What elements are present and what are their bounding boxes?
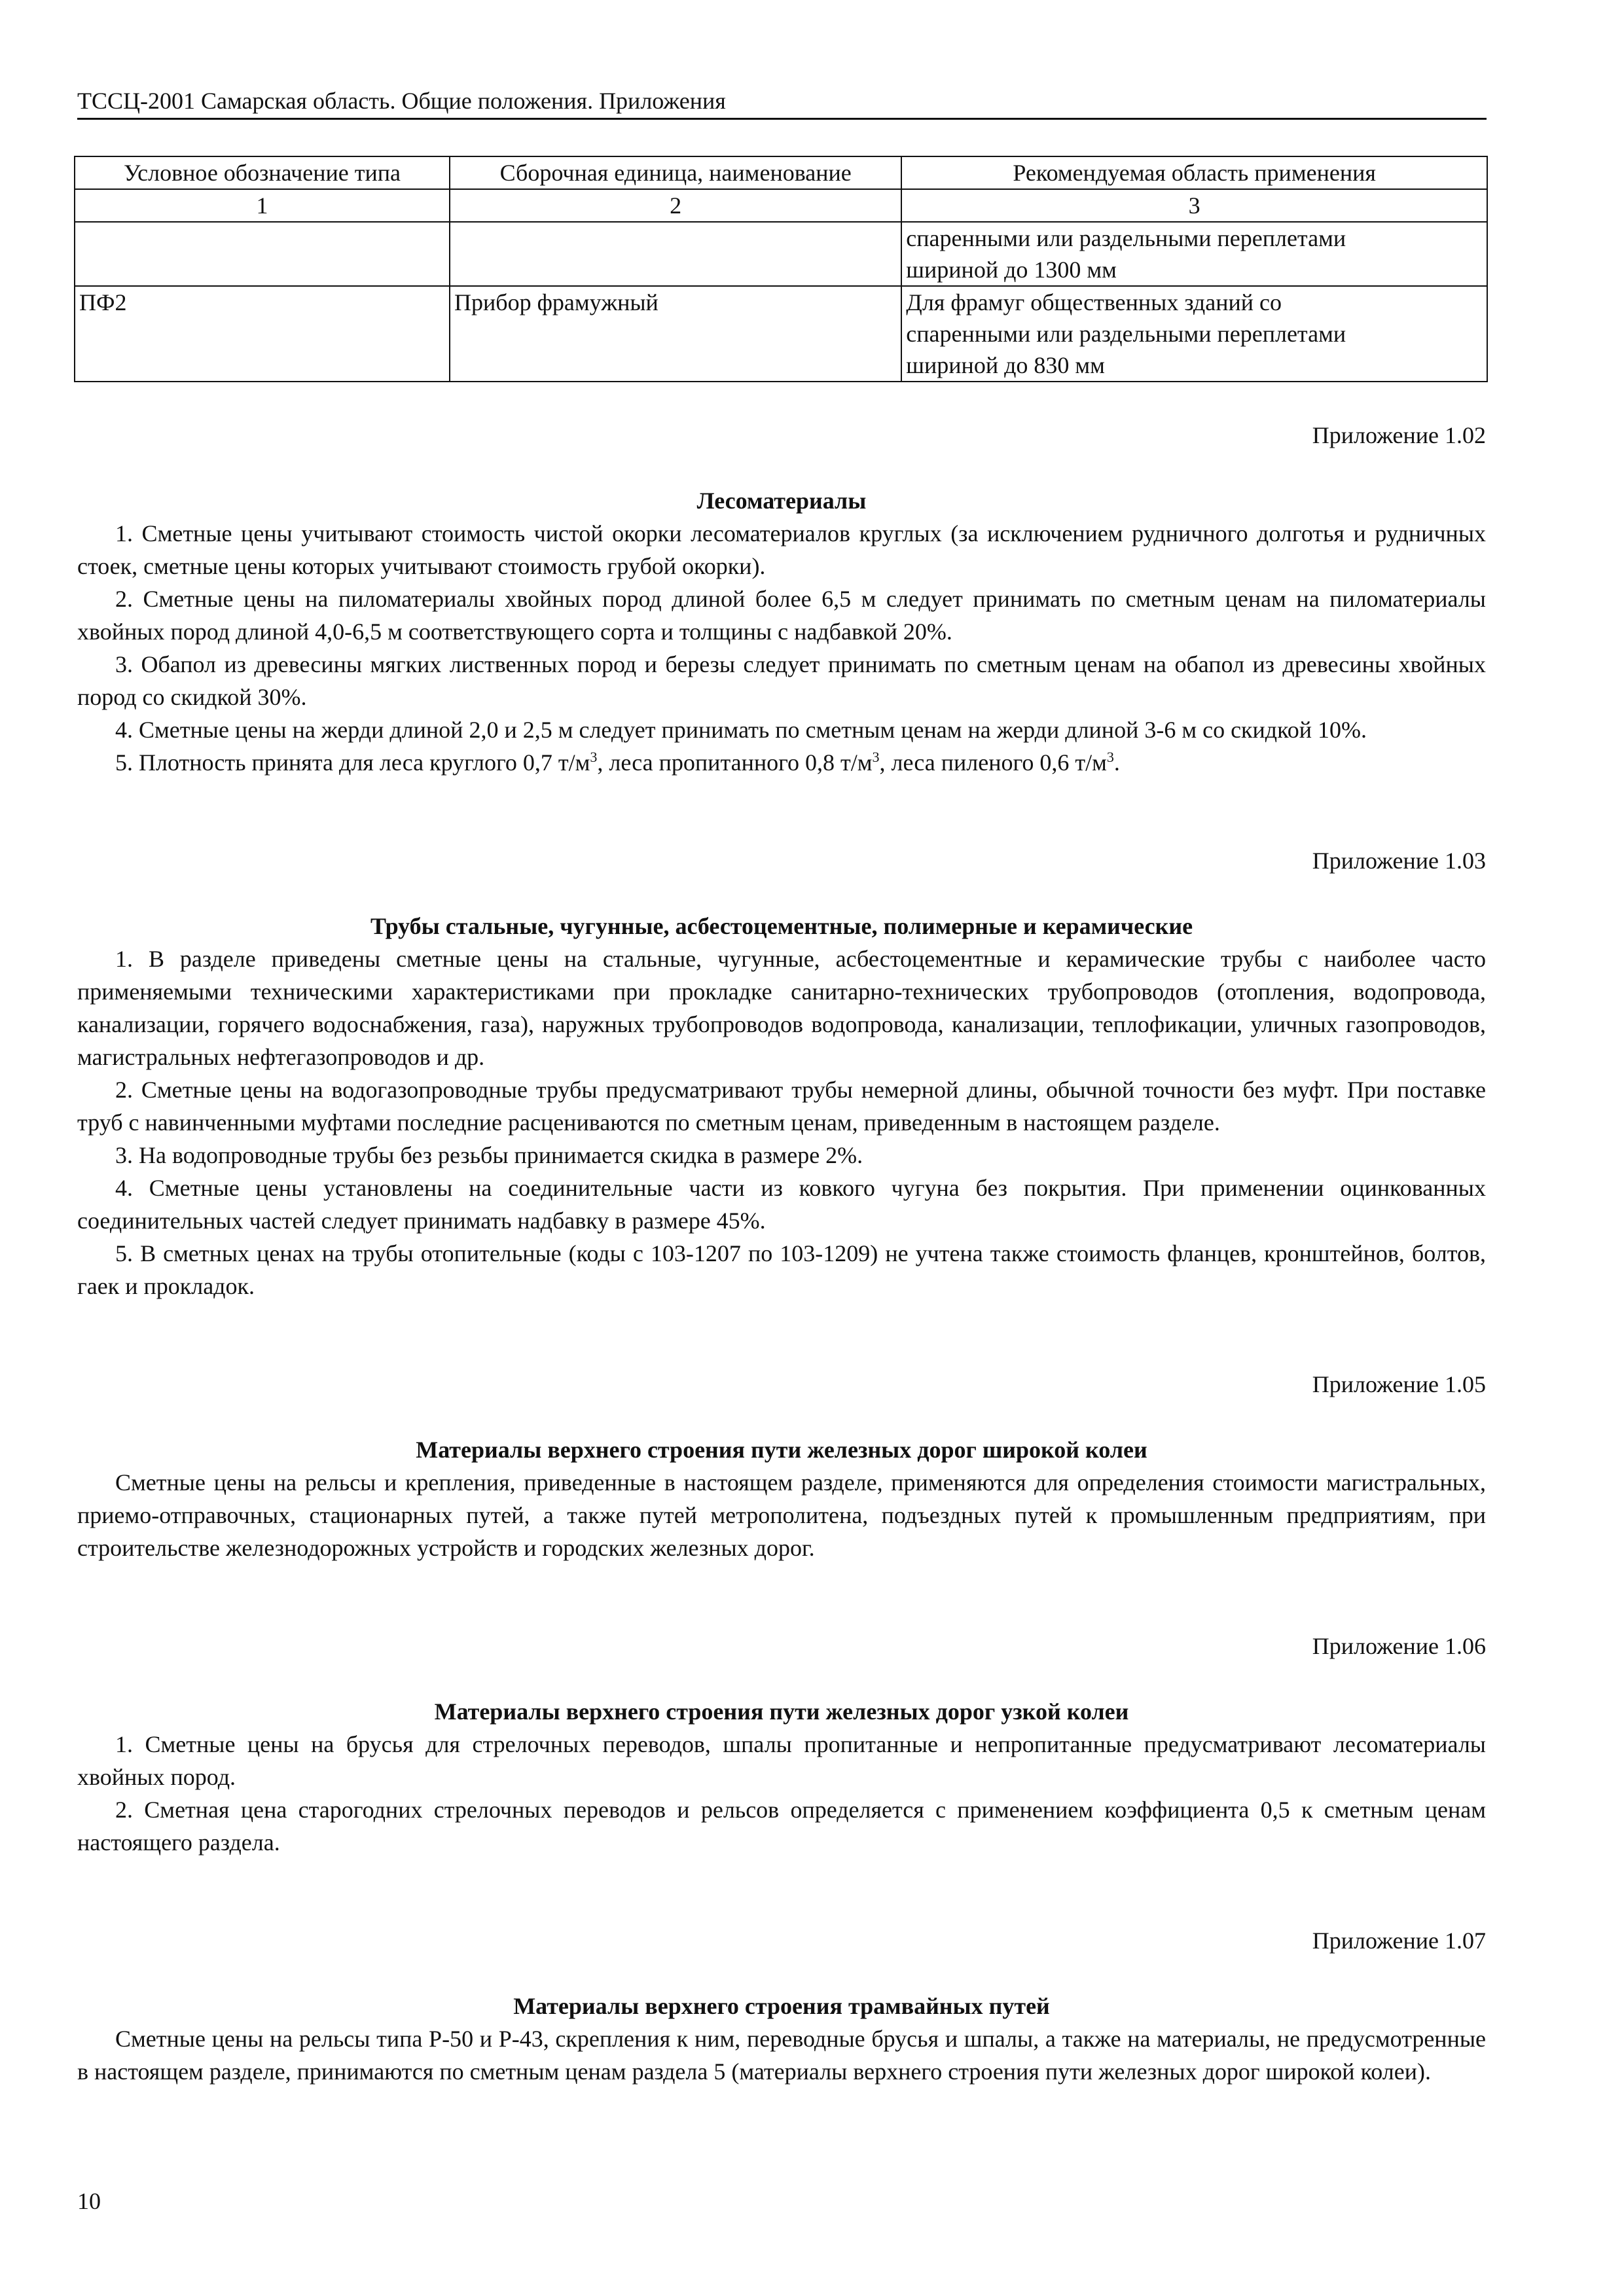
table-header-row [75, 156, 1487, 189]
appendix-label: Приложение 1.05 [1312, 1371, 1486, 1397]
appendix-1-05 [77, 1368, 1486, 1564]
table-row [75, 222, 1487, 286]
appendix-label: Приложение 1.06 [1312, 1633, 1486, 1659]
paragraph: Сметные цены на рельсы и крепления, приведенные в настоящем разделе, применяются для определения стоимости магистральных, приемо-отправочных, стационарных путей, а также путей метрополитена, подъездных путей к промышленным предприятиям, при строительстве железнодорожных устройств и городских железных дорог. [77, 1469, 1486, 1561]
density-text-2: , леса пропитанного 0,8 т/м [597, 749, 873, 776]
section-title: Материалы верхнего строения пути железных дорог узкой колеи [434, 1698, 1129, 1725]
section-title: Трубы стальные, чугунные, асбестоцементные, полимерные и керамические [370, 913, 1193, 939]
section-title: Лесоматериалы [696, 488, 867, 514]
running-header: ТССЦ-2001 Самарская область. Общие положения. Приложения [77, 88, 726, 114]
paragraph: 3. На водопроводные трубы без резьбы принимается скидка в размере 2%. [115, 1142, 863, 1168]
document-body [77, 419, 1486, 2088]
column-number: 3 [901, 189, 1487, 222]
cell-area-line: шириной до 830 мм [906, 352, 1105, 378]
section-gap [77, 1564, 1486, 1630]
density-paragraph [77, 746, 1486, 779]
appendix-1-03 [77, 844, 1486, 1302]
header-rule [77, 118, 1487, 120]
paragraph: 2. Сметные цены на водогазопроводные трубы предусматривают трубы немерной длины, обычной точности без муфт. При поставке труб с навинченными муфтами последние расцениваются по сметным ценам, приведенным в настоящем разделе. [77, 1077, 1486, 1136]
density-text-1: 5. Плотность принята для леса круглого 0,7 т/м [115, 749, 590, 776]
appendix-1-06 [77, 1630, 1486, 1859]
paragraph: 4. Сметные цены установлены на соединительные части из ковкого чугуна без покрытия. При применении оцинкованных соединительных частей следует принимать надбавку в размере 45%. [77, 1175, 1486, 1234]
column-header: Условное обозначение типа [75, 156, 450, 189]
column-number: 2 [450, 189, 901, 222]
paragraph: 2. Сметные цены на пиломатериалы хвойных пород длиной более 6,5 м следует принимать по сметным ценам на пиломатериалы хвойных пород длиной 4,0-6,5 м соответствующего сорта и толщины с надбавкой 20%. [77, 586, 1486, 645]
paragraph: 3. Обапол из древесины мягких лиственных пород и березы следует принимать по сметным ценам на обапол из древесины хвойных пород со скидкой 30%. [77, 651, 1486, 710]
appendix-label: Приложение 1.03 [1312, 848, 1486, 874]
column-header: Рекомендуемая область применения [901, 156, 1487, 189]
appendix-label: Приложение 1.07 [1312, 1928, 1486, 1954]
section-gap [77, 1302, 1486, 1368]
section-gap [77, 779, 1486, 844]
cell-area-line: спаренными или раздельными переплетами [906, 321, 1346, 347]
column-header: Сборочная единица, наименование [450, 156, 901, 189]
cube-exponent: 3 [590, 749, 598, 765]
paragraph: 4. Сметные цены на жерди длиной 2,0 и 2,5 м следует принимать по сметным ценам на жерди длиной 3-6 м со скидкой 10%. [115, 717, 1367, 743]
appendix-label: Приложение 1.02 [1312, 422, 1486, 448]
paragraph: 2. Сметная цена старогодних стрелочных переводов и рельсов определяется с применением коэффициента 0,5 к сметным ценам настоящего раздела. [77, 1797, 1486, 1856]
section-title: Материалы верхнего строения трамвайных путей [513, 1993, 1050, 2019]
column-number: 1 [75, 189, 450, 222]
paragraph: 1. В разделе приведены сметные цены на стальные, чугунные, асбестоцементные и керамические трубы с наиболее часто применяемыми техническими характеристиками при прокладке санитарно-технических трубопроводов (отопления, водопровода, канализации, горячего водоснабжения, газа), наружных трубопроводов водопровода, канализации, теплофикации, уличных газопроводов, магистральных нефтегазопроводов и др. [77, 946, 1486, 1070]
cube-exponent: 3 [1106, 749, 1114, 765]
table-column-numbers-row [75, 189, 1487, 222]
cell-area [901, 286, 1487, 382]
cell-name: Прибор фрамужный [450, 286, 901, 382]
section-title: Материалы верхнего строения пути железных дорог широкой колеи [416, 1437, 1147, 1463]
section-gap [77, 1859, 1486, 1924]
paragraph: 1. Сметные цены учитывают стоимость чистой окорки лесоматериалов круглых (за исключением рудничного долготья и рудничных стоек, сметные цены которых учитывают стоимость грубой окорки). [77, 520, 1486, 579]
cell-name [450, 222, 901, 286]
cube-exponent: 3 [872, 749, 880, 765]
density-text-3: , леса пиленого 0,6 т/м [879, 749, 1107, 776]
appendix-1-02 [77, 419, 1486, 779]
cell-area [901, 222, 1487, 286]
density-text-end: . [1113, 749, 1120, 776]
cell-area-line: шириной до 1300 мм [906, 257, 1117, 283]
cell-area-line: Для фрамуг общественных зданий со [906, 289, 1282, 315]
paragraph: 1. Сметные цены на брусья для стрелочных переводов, шпалы пропитанные и непропитанные предусматривают лесоматериалы хвойных пород. [77, 1731, 1486, 1790]
fixtures-table [74, 156, 1488, 382]
cell-area-line: спаренными или раздельными переплетами [906, 225, 1346, 251]
paragraph: 5. В сметных ценах на трубы отопительные (коды с 103-1207 по 103-1209) не учтена также стоимость фланцев, кронштейнов, болтов, гаек и прокладок. [77, 1240, 1486, 1299]
cell-type [75, 222, 450, 286]
table-row [75, 286, 1487, 382]
paragraph: Сметные цены на рельсы типа Р-50 и Р-43, скрепления к ним, переводные брусья и шпалы, а также на материалы, не предусмотренные в настоящем разделе, принимаются по сметным ценам раздела 5 (материалы верхнего строения пути железных дорог широкой колеи). [77, 2026, 1486, 2085]
appendix-1-07 [77, 1924, 1486, 2088]
page-number: 10 [77, 2188, 101, 2214]
cell-type: ПФ2 [75, 286, 450, 382]
